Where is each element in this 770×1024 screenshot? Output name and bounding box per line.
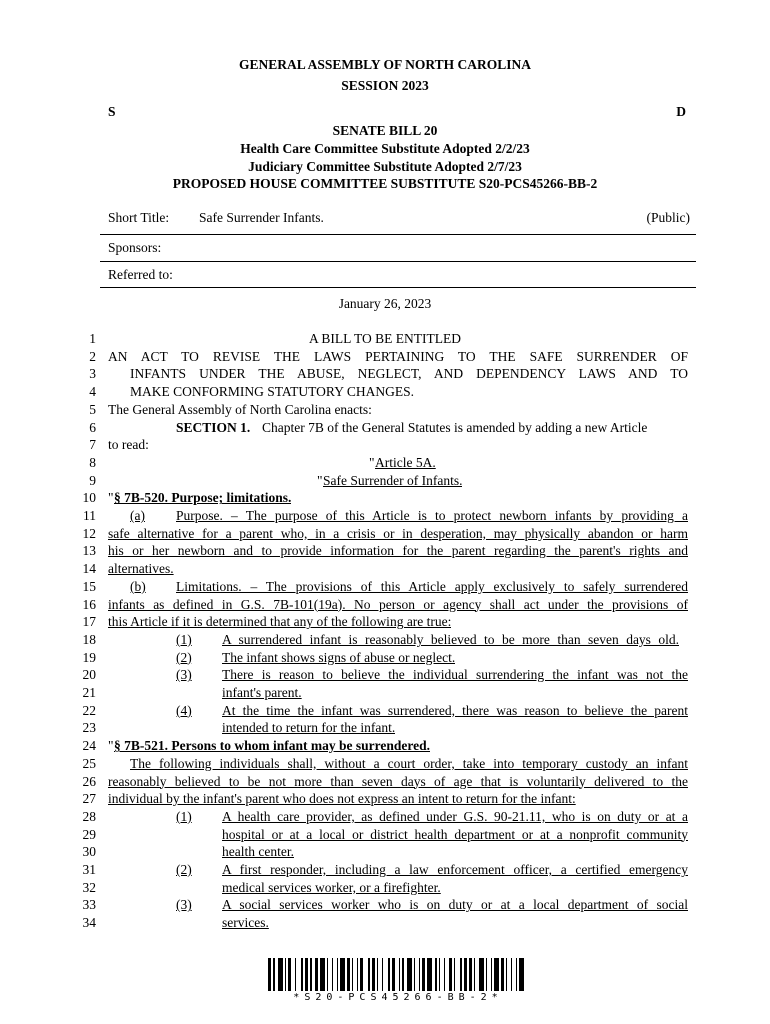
barcode-label: *S20-PCS45266-BB-2*	[293, 992, 503, 1003]
bill-text-line: A surrendered infant is reasonably believed to be more than seven days old.	[222, 631, 679, 647]
rule-2	[100, 261, 696, 262]
line-number: 9	[89, 472, 96, 488]
bill-text-line: (3)	[176, 667, 192, 683]
substitute-2: Judiciary Committee Substitute Adopted 2/7/23	[248, 159, 522, 174]
line-number: 25	[82, 755, 96, 771]
line-number: 20	[82, 667, 96, 683]
line-number: 30	[82, 844, 96, 860]
bill-text-line: § 7B-521. Persons to whom infant may be surrendered.	[114, 738, 430, 754]
substitute-1: Health Care Committee Substitute Adopted 2/2/23	[240, 141, 530, 156]
bill-text-line: alternatives.	[108, 561, 174, 577]
line-number: 27	[82, 791, 96, 807]
bill-text-line: A BILL TO BE ENTITLED	[309, 331, 461, 346]
bill-text-line: § 7B-520. Purpose; limitations.	[114, 490, 292, 506]
bill-text-line: The General Assembly of North Carolina enacts:	[108, 401, 372, 417]
public-label: (Public)	[646, 210, 690, 225]
bill-text-line: "	[108, 490, 114, 506]
rule-1	[100, 234, 696, 235]
bill-text-line: this Article if it is determined that any of the following are true:	[108, 614, 452, 630]
line-number: 34	[82, 915, 96, 931]
bill-text-line: safe alternative for a parent who, in a crisis or in desperation, may physically abandon or harm	[108, 525, 688, 541]
line-number: 1	[89, 331, 96, 346]
line-number: 5	[89, 401, 96, 417]
line-number: 24	[82, 738, 96, 754]
bill-text-line: At the time the infant was surrendered, there was reason to believe the parent	[222, 702, 688, 718]
barcode-image	[268, 958, 528, 991]
bill-text-line: "	[317, 472, 323, 488]
line-number: 17	[82, 614, 96, 630]
line-number: 22	[82, 702, 96, 718]
line-number: 16	[82, 596, 96, 612]
referred-label: Referred to:	[108, 267, 173, 282]
bill-text-line: The following individuals shall, without a court order, take into temporary custody an infant	[130, 755, 688, 771]
bill-text-line: (b)	[130, 578, 146, 594]
line-number: 6	[89, 419, 96, 435]
bill-text-line: MAKE CONFORMING STATUTORY CHANGES.	[130, 384, 414, 400]
bill-text-line: Purpose. – The purpose of this Article is to protect newborn infants by providing a	[176, 508, 688, 523]
bill-text-line: reasonably believed to be not more than seven days of age that is voluntarily delivered to the	[108, 773, 688, 789]
line-number: 7	[89, 437, 96, 453]
bill-text-line: There is reason to believe the individual surrendering the infant was not the	[222, 667, 688, 683]
line-number: 33	[82, 897, 96, 913]
assembly-title: GENERAL ASSEMBLY OF NORTH CAROLINA	[238, 57, 532, 72]
line-number: 4	[89, 384, 96, 400]
bill-text-line: A health care provider, as defined under G.S. 90-21.11, who is on duty or at a	[222, 808, 688, 824]
line-number: 13	[82, 543, 96, 559]
sponsors-label: Sponsors:	[108, 240, 162, 255]
line-number: 21	[82, 685, 96, 700]
line-number: 8	[89, 454, 96, 470]
rule-3	[100, 287, 696, 288]
line-number: 23	[82, 720, 96, 736]
bill-text-line: (2)	[176, 649, 192, 665]
line-number: 12	[82, 525, 96, 541]
bill-text-line: Article 5A.	[375, 454, 436, 470]
bill-text-line: (4)	[176, 702, 192, 718]
bill-text-line: infant's parent.	[222, 685, 302, 700]
line-number: 14	[82, 561, 96, 577]
line-number: 28	[82, 808, 96, 824]
short-title-label: Short Title:	[108, 210, 170, 225]
bill-text-line: Limitations. – The provisions of this Article apply exclusively to safely surrendered	[176, 578, 688, 594]
bill-text-line: Chapter 7B of the General Statutes is amended by adding a new Article	[262, 419, 648, 435]
bill-text-line: (a)	[130, 508, 145, 523]
bill-text-line: The infant shows signs of abuse or neglect.	[222, 649, 456, 665]
line-number: 26	[82, 773, 96, 789]
bill-text-line: A social services worker who is on duty or at a local department of social	[222, 897, 688, 913]
bill-text-line: services.	[222, 915, 269, 931]
bill-text-line: hospital or at a local or district health department or at a nonprofit community	[222, 826, 688, 842]
bill-text-line: his or her newborn and to provide information for the parent regarding the parent's rights and	[108, 543, 688, 559]
line-number: 3	[89, 366, 96, 382]
bill-date: January 26, 2023	[338, 296, 432, 311]
bill-text-line: to read:	[108, 437, 149, 453]
bill-text-line: infants as defined in G.S. 7B-101(19a). No person or agency shall act under the provisions of	[108, 596, 688, 612]
line-number: 10	[82, 490, 96, 506]
line-number: 15	[82, 578, 96, 594]
bill-text-line: "	[108, 738, 114, 754]
bill-text-line: SECTION 1.	[176, 419, 251, 435]
proposed-substitute: PROPOSED HOUSE COMMITTEE SUBSTITUTE S20-PCS45266-BB-2	[172, 176, 598, 191]
bill-text-line: intended to return for the infant.	[222, 720, 396, 736]
bill-text-line: "	[369, 454, 375, 470]
left-marker: S	[108, 104, 116, 119]
line-number: 19	[82, 649, 96, 665]
bill-text-line: INFANTS UNDER THE ABUSE, NEGLECT, AND DEPENDENCY LAWS AND TO	[130, 366, 688, 382]
right-marker: D	[676, 104, 686, 119]
bill-text-line: A first responder, including a law enforcement officer, a certified emergency	[222, 862, 688, 877]
line-number: 32	[82, 879, 96, 895]
session-title: SESSION 2023	[341, 78, 429, 93]
bill-text-line: Safe Surrender of Infants.	[323, 472, 463, 488]
line-number: 18	[82, 631, 96, 647]
bill-text-line: health center.	[222, 844, 294, 860]
bill-text-line: (3)	[176, 897, 192, 913]
line-number: 2	[89, 348, 96, 364]
bill-number: SENATE BILL 20	[332, 123, 438, 138]
line-number: 31	[82, 862, 96, 877]
bill-text-line: (1)	[176, 808, 192, 824]
short-title-value: Safe Surrender Infants.	[199, 210, 324, 225]
bill-text-line: (1)	[176, 631, 192, 647]
bill-text-line: individual by the infant's parent who does not express an intent to return for the infant:	[108, 791, 576, 807]
bill-text-line: medical services worker, or a firefighter.	[222, 879, 441, 895]
bill-text-line: (2)	[176, 862, 192, 877]
line-number: 29	[82, 826, 96, 842]
line-number: 11	[83, 508, 96, 523]
bill-text-line: AN ACT TO REVISE THE LAWS PERTAINING TO THE SAFE SURRENDER OF	[108, 348, 688, 364]
barcode-bar	[524, 958, 527, 991]
